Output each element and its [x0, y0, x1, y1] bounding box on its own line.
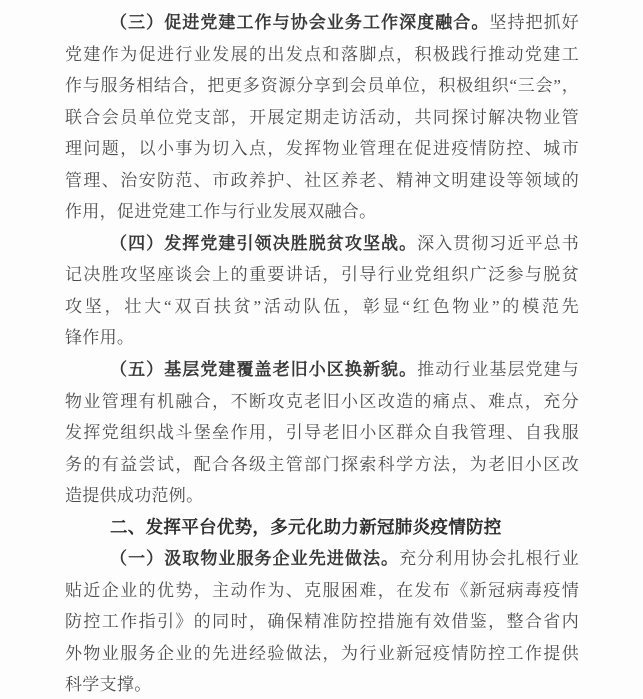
line-text: 贴近企业的优势，主动作为、克服困难，在发布《新冠病毒疫情 [65, 580, 579, 600]
text-line [65, 133, 579, 165]
line-text: 造提供成功范例。 [65, 486, 204, 506]
line-text: 坚持把抓好 [489, 13, 579, 32]
text-block [65, 7, 579, 699]
text-line [65, 575, 579, 607]
line-text: 发挥党组织战斗堡垒作用，引导老旧小区群众自我管理、自我服 [65, 423, 579, 443]
line-text: 记决胜攻坚座谈会上的重要讲话，引导行业党组织广泛参与脱贫 [65, 265, 579, 285]
line-text: 党建作为促进行业发展的出发点和落脚点，积极践行推动党建工 [65, 44, 579, 64]
text-line [65, 543, 579, 575]
text-line [65, 291, 579, 323]
text-line [65, 7, 579, 39]
paragraph-lead: （三）促进党建工作与协会业务工作深度融合。 [110, 13, 490, 32]
line-text: 管理、治安防范、市政养护、社区养老、精神文明建设等领域的 [65, 170, 579, 190]
text-line [65, 39, 579, 71]
text-line [65, 196, 579, 228]
line-text: 务的有益尝试，配合各级主管部门探索科学方法，为老旧小区改 [65, 454, 579, 474]
line-text: 理问题，以小事为切入点，发挥物业管理在促进疫情防控、城市 [65, 139, 579, 159]
text-line [65, 449, 579, 481]
text-line [65, 259, 579, 291]
text-line [65, 480, 579, 512]
paragraph-lead: （四）发挥党建引领决胜脱贫攻坚战。 [110, 233, 418, 253]
line-text: 防控工作指引》的同时，确保精准防控措施有效借鉴，整合省内 [65, 612, 579, 632]
text-line [65, 386, 579, 418]
text-line [65, 165, 579, 197]
text-line [65, 228, 579, 260]
text-line [65, 417, 579, 449]
text-line [65, 354, 579, 386]
line-text: 科学支撑。 [65, 675, 152, 695]
text-line [65, 70, 579, 102]
heading-text: 二、发挥平台优势，多元化助力新冠肺炎疫情防控 [110, 516, 502, 537]
line-text: 充分利用协会扎根行业 [399, 549, 580, 569]
line-text: 推动行业基层党建与 [417, 360, 579, 380]
text-line [65, 606, 579, 638]
text-line [65, 102, 579, 134]
line-text: 作用，促进党建工作与行业发展双融合。 [65, 202, 377, 222]
line-text: 联合会员单位党支部，开展定期走访活动，共同探讨解决物业管 [65, 107, 579, 127]
text-line [65, 669, 579, 699]
text-line [65, 322, 579, 354]
line-text: 锋作用。 [65, 328, 135, 348]
line-text: 攻坚，壮大“双百扶贫”活动队伍，彰显“红色物业”的模范先 [65, 296, 579, 316]
line-text: 深入贯彻习近平总书 [417, 233, 579, 253]
text-line [65, 638, 579, 670]
paragraph-lead: （一）汲取物业服务企业先进做法。 [110, 549, 400, 569]
line-text: 外物业服务企业的先进经验做法，为行业新冠疫情防控工作提供 [65, 643, 579, 663]
line-text: 物业管理有机融合，不断攻克老旧小区改造的痛点、难点，充分 [65, 391, 579, 411]
line-text: 作与服务相结合，把更多资源分享到会员单位，积极组织“三会”， [65, 76, 579, 96]
section-heading [65, 512, 579, 544]
paragraph-lead: （五）基层党建覆盖老旧小区换新貌。 [110, 360, 418, 380]
